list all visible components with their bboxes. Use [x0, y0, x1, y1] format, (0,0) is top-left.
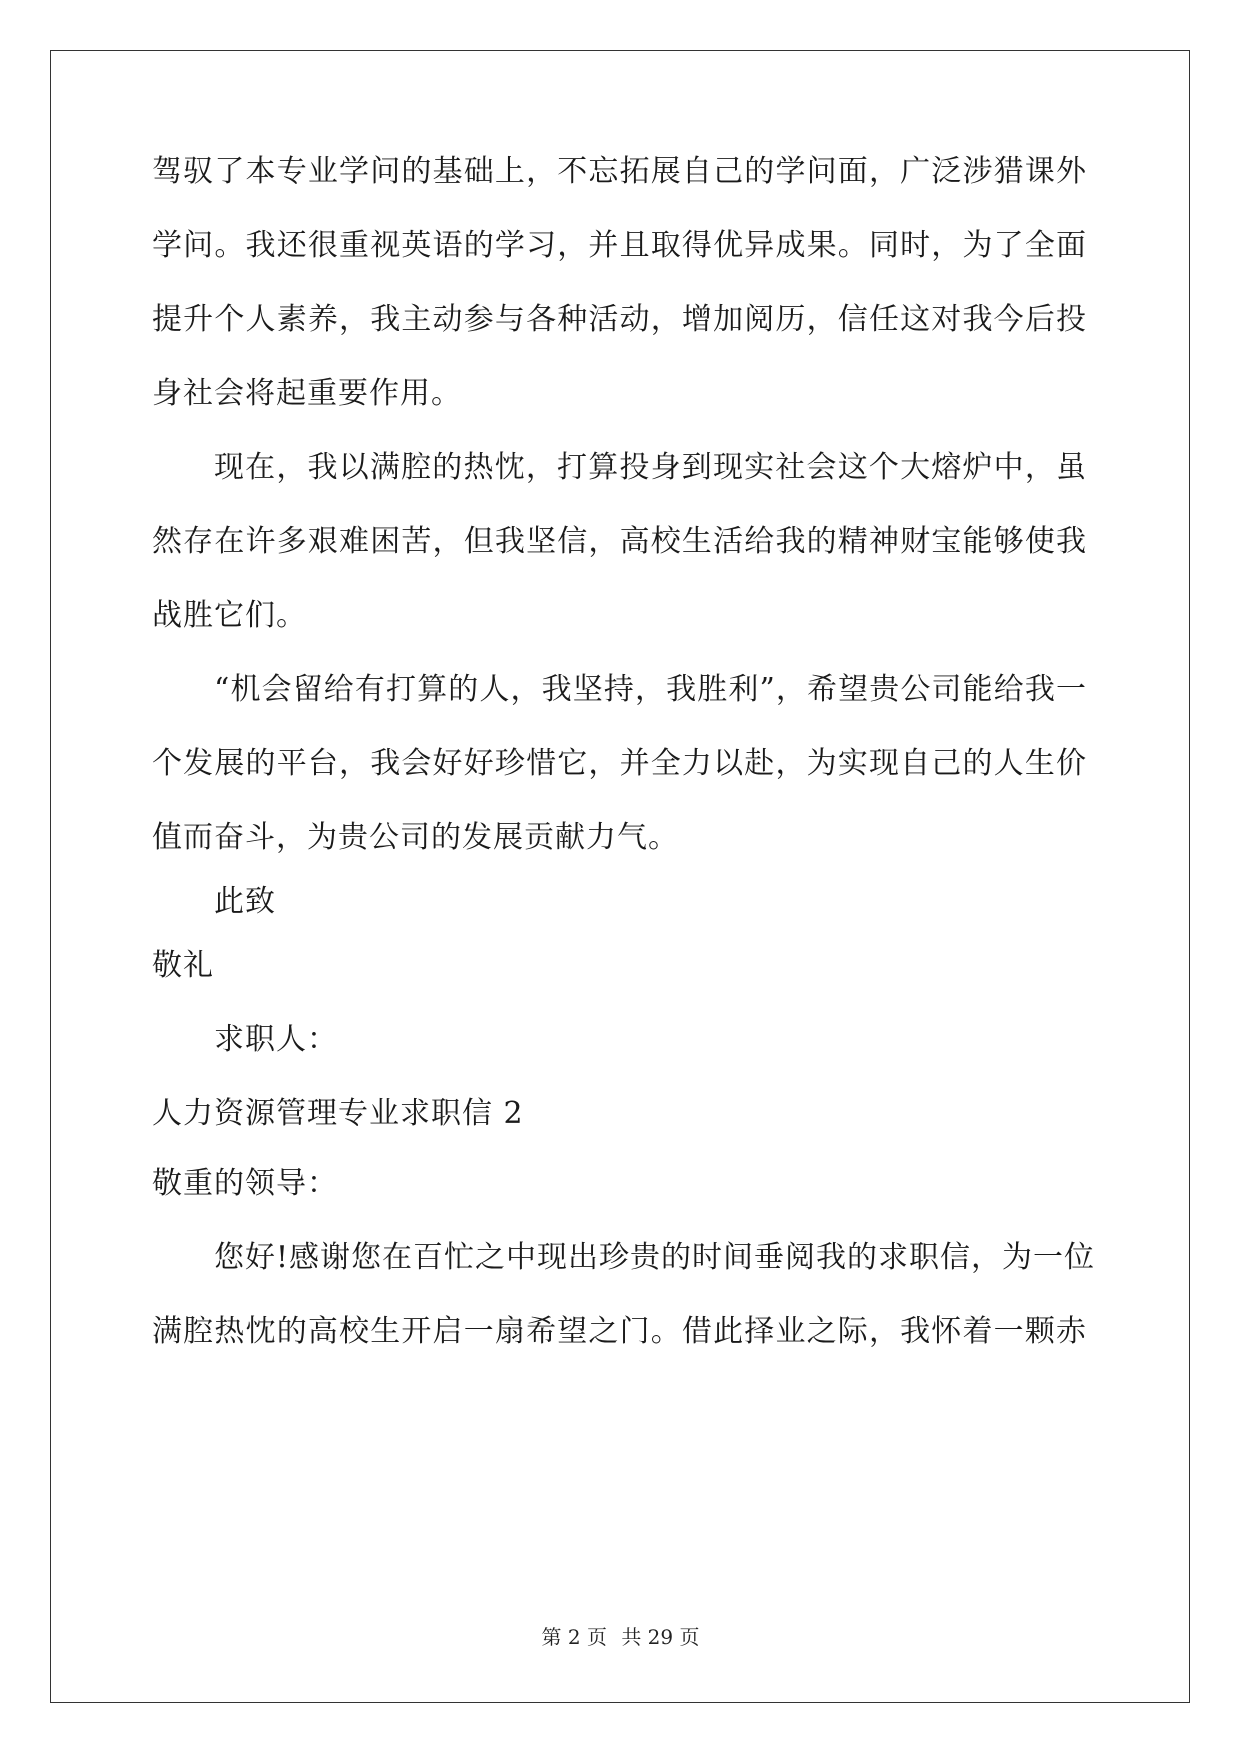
- body-text-line: 值而奋斗，为贵公司的发展贡献力气。: [152, 820, 679, 855]
- total-pages: 共 29 页: [621, 1625, 700, 1649]
- greeting: 敬重的领导：: [152, 1166, 338, 1201]
- body-text-line: 学问。我还很重视英语的学习，并且取得优异成果。同时，为了全面: [152, 228, 1087, 263]
- body-text-line: 身社会将起重要作用。: [152, 376, 462, 411]
- body-text-line: 然存在许多艰难困苦，但我坚信，高校生活给我的精神财宝能够使我: [152, 524, 1087, 559]
- body-text-line: 提升个人素养，我主动参与各种活动，增加阅历，信任这对我今后投: [152, 302, 1087, 337]
- body-text-line: 个发展的平台，我会好好珍惜它，并全力以赴，为实现自己的人生价: [152, 746, 1087, 781]
- page-footer: [0, 1625, 1241, 1649]
- page-border: [50, 50, 1190, 1703]
- body-text-line: 驾驭了本专业学问的基础上，不忘拓展自己的学问面，广泛涉猎课外: [152, 154, 1087, 189]
- signature-label: 求职人：: [214, 1022, 338, 1057]
- body-text-line: 满腔热忱的高校生开启一扇希望之门。借此择业之际，我怀着一颗赤: [152, 1314, 1087, 1349]
- body-text-line: 现在，我以满腔的热忱，打算投身到现实社会这个大熔炉中，虽: [214, 450, 1087, 485]
- body-text-line: 战胜它们。: [152, 598, 307, 633]
- closing-regards: 敬礼: [152, 948, 214, 983]
- body-text-line: 您好!感谢您在百忙之中现出珍贵的时间垂阅我的求职信，为一位: [214, 1240, 1096, 1275]
- section-title: 人力资源管理专业求职信 2: [152, 1096, 524, 1131]
- closing-salutation: 此致: [214, 884, 276, 919]
- body-text-line: “机会留给有打算的人，我坚持，我胜利”，希望贵公司能给我一: [214, 672, 1087, 707]
- page-number: 第 2 页: [541, 1625, 607, 1649]
